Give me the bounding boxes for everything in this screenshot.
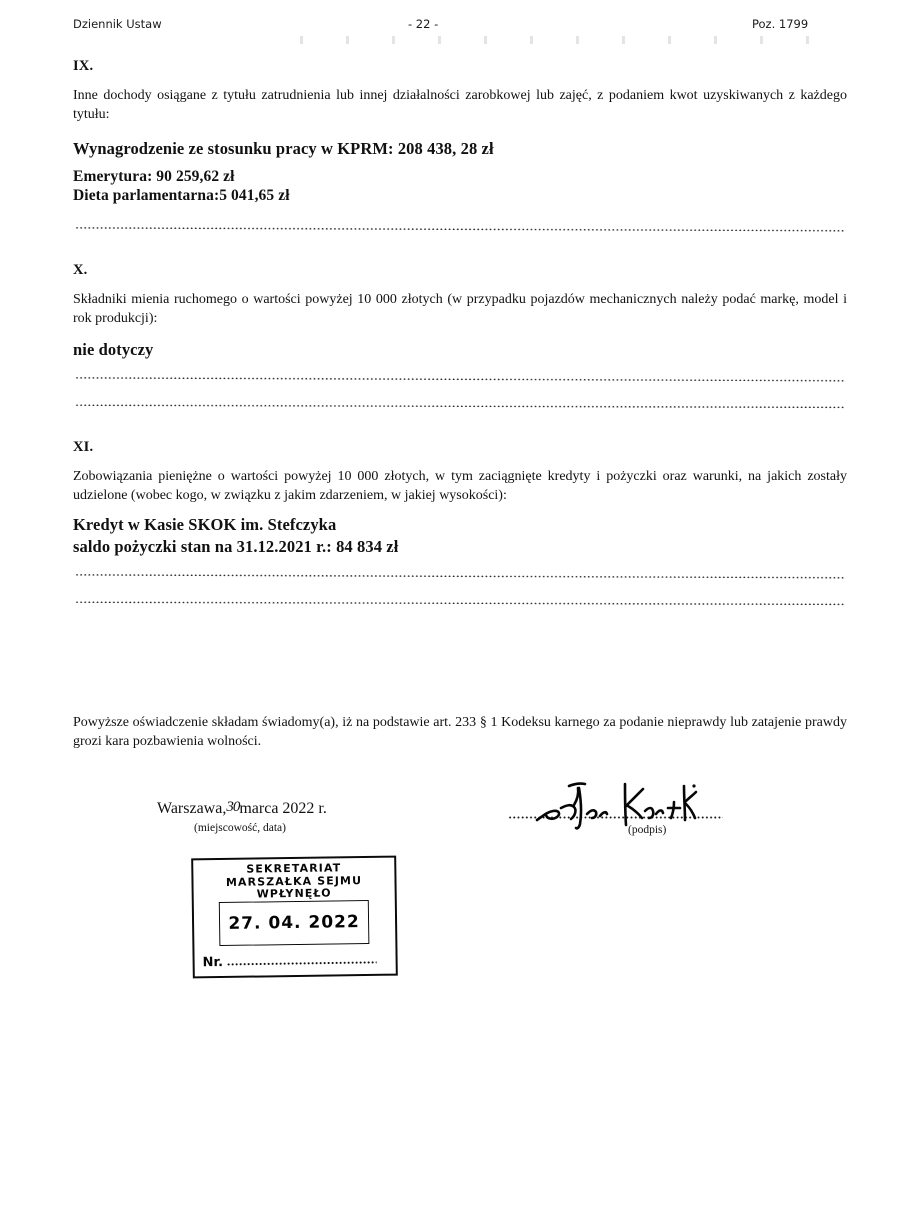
- handwritten-day: 30: [226, 799, 240, 815]
- section-numeral-xi: XI.: [73, 439, 94, 455]
- section-numeral-x: X.: [73, 262, 88, 278]
- stamp-number-label: Nr.: [202, 955, 224, 971]
- fill-in-rule: [75, 403, 845, 408]
- section-prompt-ix: Inne dochody osiągane z tytułu zatrudnienia lub innej działalności zarobkowej lub zajęć, z podaniem kwot uzyskiwanych z każdego tytułu:: [73, 88, 847, 122]
- stamp-title-line-1: SEKRETARIAT: [246, 861, 342, 876]
- fill-in-rule: [75, 376, 845, 382]
- stamp-date: 27. 04. 2022: [228, 912, 360, 934]
- stamp-number-rule: [227, 961, 377, 966]
- date-remainder: marca 2022 r.: [239, 800, 327, 817]
- section-answer-x-line-1: nie dotyczy: [73, 340, 154, 359]
- section-answer-ix-line-2: Emerytura: 90 259,62 zł: [73, 168, 235, 185]
- stamp-date-box: [219, 900, 370, 946]
- section-answer-xi-line-1: Kredyt w Kasie SKOK im. Stefczyka: [73, 515, 337, 534]
- header-publication-title: Dziennik Ustaw: [73, 17, 162, 31]
- signature-caption: (podpis): [628, 824, 667, 836]
- fill-in-rule: [75, 600, 845, 605]
- header-item-number: Poz. 1799: [752, 17, 809, 31]
- place-date-caption: (miejscowość, data): [194, 822, 286, 834]
- stamp-title: [193, 862, 395, 902]
- reception-stamp: [191, 856, 398, 979]
- section-answer-ix-line-3: Dieta parlamentarna:5 041,65 zł: [73, 187, 290, 204]
- scan-artifact: [300, 36, 840, 44]
- place-name: Warszawa,: [157, 800, 227, 817]
- section-answer-ix-line-1: Wynagrodzenie ze stosunku pracy w KPRM: 208 438, 28 zł: [73, 139, 494, 158]
- stamp-title-line-2: MARSZAŁKA SEJMU: [225, 873, 363, 889]
- handwritten-signature: [527, 778, 707, 830]
- stamp-title-line-3: WPŁYNĘŁO: [256, 886, 332, 901]
- fill-in-rule: [75, 573, 845, 579]
- header-page-number: - 22 -: [408, 17, 439, 31]
- fill-in-rule: [75, 226, 845, 232]
- place-and-date: [157, 800, 327, 818]
- section-numeral-ix: IX.: [73, 58, 94, 74]
- section-prompt-xi: Zobowiązania pieniężne o wartości powyżej 10 000 złotych, w tym zaciągnięte kredyty i pożyczki oraz warunki, na jakich zostały udzielone (wobec kogo, w związku z jakim zdarzeniem, w jakiej wysokości):: [73, 469, 847, 503]
- section-prompt-x: Składniki mienia ruchomego o wartości powyżej 10 000 złotych (w przypadku pojazdów mechanicznych należy podać markę, model i rok produkcji):: [73, 292, 847, 326]
- criminal-liability-declaration: Powyższe oświadczenie składam świadomy(a), iż na podstawie art. 233 § 1 Kodeksu karnego za podanie nieprawdy lub zatajenie prawdy grozi kara pozbawienia wolności.: [73, 715, 847, 749]
- section-answer-xi-line-2: saldo pożyczki stan na 31.12.2021 r.: 84 834 zł: [73, 537, 399, 556]
